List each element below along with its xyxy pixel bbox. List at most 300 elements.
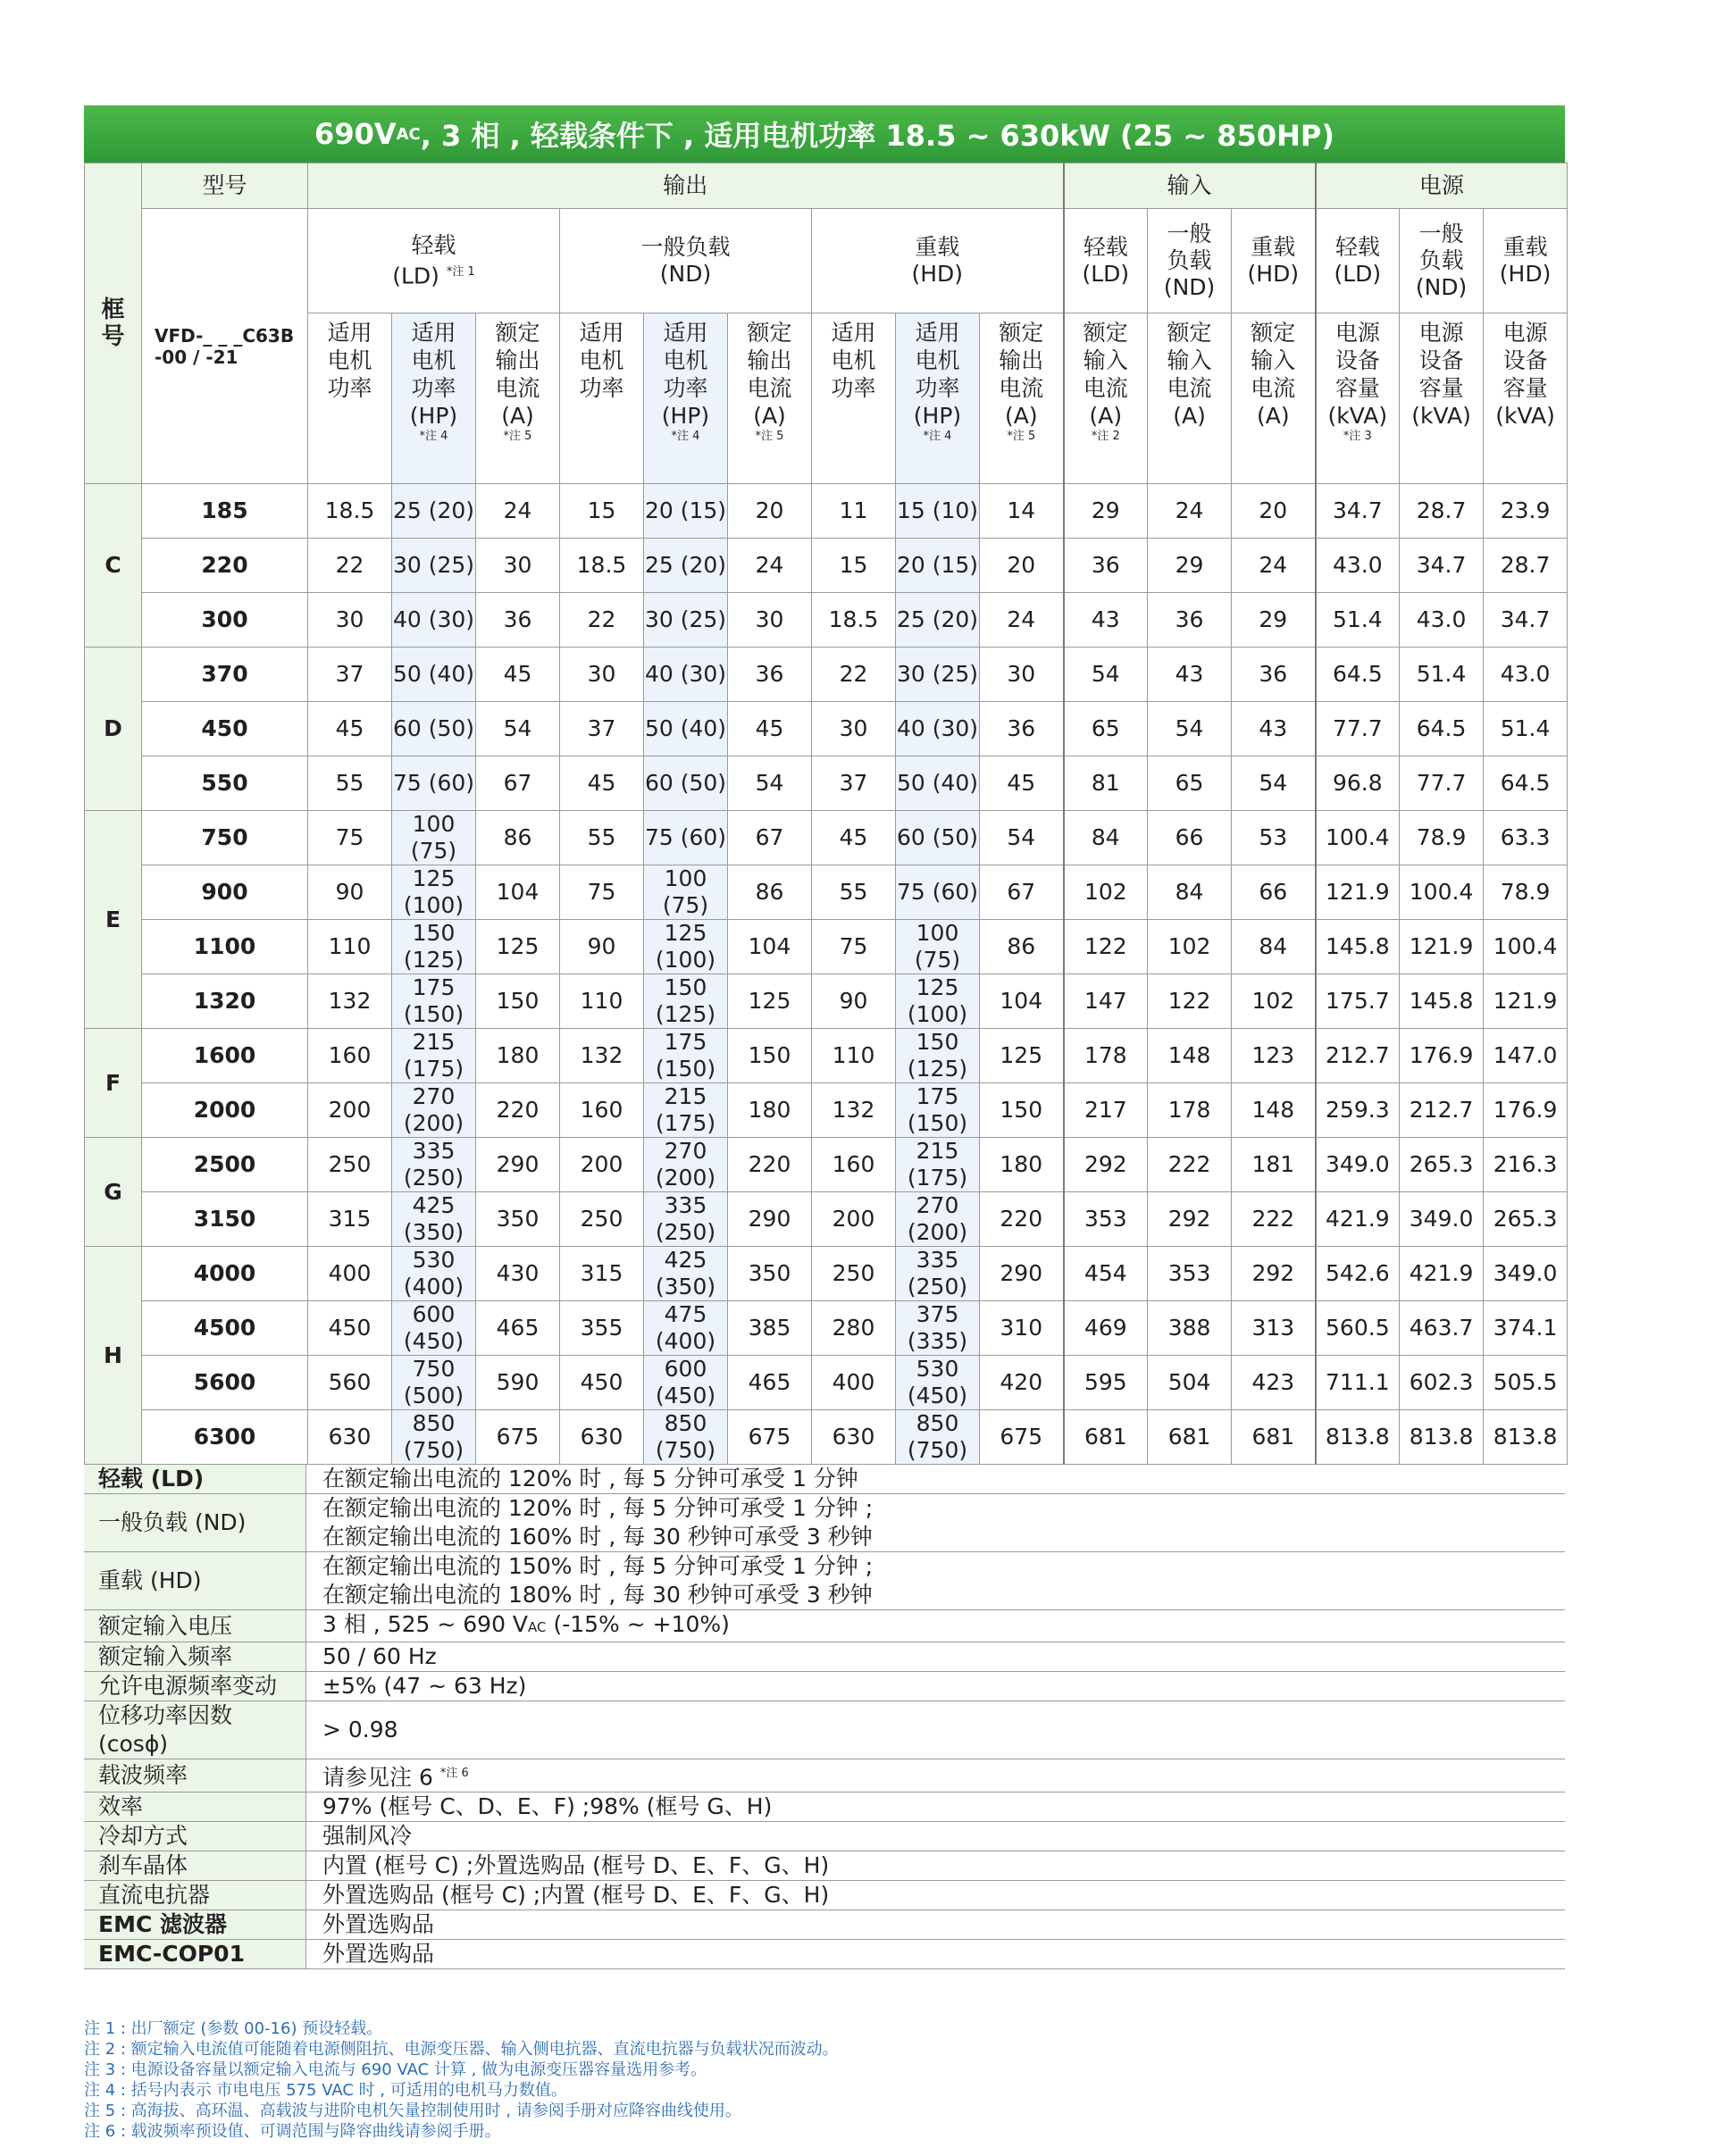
kva-hd-cell: 176.9 xyxy=(1484,1083,1568,1138)
model-cell: 450 xyxy=(142,702,308,756)
frame-cell: D xyxy=(85,648,142,811)
hd-kw-cell: 250 xyxy=(812,1247,896,1301)
kva-nd-cell: 51.4 xyxy=(1400,648,1484,702)
kva-hd-cell: 265.3 xyxy=(1484,1192,1568,1247)
input-ld-cell: 54 xyxy=(1064,648,1148,702)
spec-value: 97% (框号 C、D、E、F) ;98% (框号 G、H) xyxy=(306,1792,1566,1822)
ld-kw-cell: 132 xyxy=(308,974,392,1029)
table-row xyxy=(85,1247,1568,1301)
nd-kw-cell: 250 xyxy=(560,1192,644,1247)
footnote: 注 6 : 载波频率预设值、可调范围与降容曲线请参阅手册。 xyxy=(84,2122,501,2141)
hd-hp-cell: 335 (250) xyxy=(896,1247,980,1301)
kva-ld-cell: 77.7 xyxy=(1316,702,1400,756)
hd-amp-cell: 14 xyxy=(980,484,1064,539)
spec-label: 一般负载 (ND) xyxy=(84,1494,306,1552)
kva-ld-cell: 560.5 xyxy=(1316,1301,1400,1356)
hd-hp-cell: 20 (15) xyxy=(896,539,980,593)
input-ld-cell: 353 xyxy=(1064,1192,1148,1247)
hd-hp-cell: 175 (150) xyxy=(896,1083,980,1138)
table-row xyxy=(85,593,1568,648)
kva-nd-cell: 78.9 xyxy=(1400,811,1484,865)
hd-hp-cell: 50 (40) xyxy=(896,756,980,811)
spec-value: 3 相 , 525 ~ 690 VAC (-15% ~ +10%) xyxy=(306,1610,1566,1642)
spec-label: 直流电抗器 xyxy=(84,1881,306,1910)
table-row xyxy=(85,1083,1568,1138)
input-hd-cell: 84 xyxy=(1232,920,1316,974)
spec-label: 重载 (HD) xyxy=(84,1552,306,1610)
kva-ld-cell: 259.3 xyxy=(1316,1083,1400,1138)
ld-kw-cell: 160 xyxy=(308,1029,392,1083)
input-ld-cell: 122 xyxy=(1064,920,1148,974)
nd-amp-cell: 290 xyxy=(728,1192,812,1247)
kva-hd-cell: 147.0 xyxy=(1484,1029,1568,1083)
ld-amp-cell: 36 xyxy=(476,593,560,648)
hd-hp-cell: 30 (25) xyxy=(896,648,980,702)
kva-nd-cell: 28.7 xyxy=(1400,484,1484,539)
nd-kw-cell: 75 xyxy=(560,865,644,920)
input-current-head: 额定 输入 电流 (A) *注 2 xyxy=(1064,313,1148,484)
input-nd-cell: 353 xyxy=(1148,1247,1232,1301)
input-hd-cell: 123 xyxy=(1232,1029,1316,1083)
hd-amp-cell: 86 xyxy=(980,920,1064,974)
hd-hp-cell: 75 (60) xyxy=(896,865,980,920)
kva-hd-cell: 505.5 xyxy=(1484,1356,1568,1410)
input-hd-cell: 54 xyxy=(1232,756,1316,811)
hd-amp-cell: 45 xyxy=(980,756,1064,811)
input-ld-cell: 217 xyxy=(1064,1083,1148,1138)
ld-hp-cell: 75 (60) xyxy=(392,756,476,811)
spec-label: EMC 滤波器 xyxy=(84,1910,306,1940)
hd-kw-cell: 55 xyxy=(812,865,896,920)
spec-label: 效率 xyxy=(84,1792,306,1822)
hd-amp-cell: 675 xyxy=(980,1410,1064,1465)
spec-label: EMC-COP01 xyxy=(84,1940,306,1969)
model-cell: 5600 xyxy=(142,1356,308,1410)
spec-row xyxy=(84,1552,1565,1610)
frame-header: 框 号 xyxy=(85,163,142,484)
input-nd-cell: 66 xyxy=(1148,811,1232,865)
nd-amp-cell: 180 xyxy=(728,1083,812,1138)
input-hd-cell: 36 xyxy=(1232,648,1316,702)
input-hd-cell: 681 xyxy=(1232,1410,1316,1465)
kva-nd-cell: 145.8 xyxy=(1400,974,1484,1029)
rating-table xyxy=(84,163,1568,1465)
ld-kw-cell: 22 xyxy=(308,539,392,593)
input-nd-cell: 24 xyxy=(1148,484,1232,539)
footnotes xyxy=(84,2018,1565,2142)
input-hd-cell: 24 xyxy=(1232,539,1316,593)
kva-hd-cell: 63.3 xyxy=(1484,811,1568,865)
ld-hp-cell: 150 (125) xyxy=(392,920,476,974)
nd-kw-cell: 450 xyxy=(560,1356,644,1410)
hd-kw-cell: 22 xyxy=(812,648,896,702)
hd-amp-cell: 20 xyxy=(980,539,1064,593)
ld-amp-cell: 290 xyxy=(476,1138,560,1192)
kva-nd-cell: 34.7 xyxy=(1400,539,1484,593)
kva-hd-cell: 216.3 xyxy=(1484,1138,1568,1192)
hd-kw-cell: 400 xyxy=(812,1356,896,1410)
kva-ld-cell: 175.7 xyxy=(1316,974,1400,1029)
table-row xyxy=(85,1138,1568,1192)
table-row xyxy=(85,811,1568,865)
input-ld-cell: 102 xyxy=(1064,865,1148,920)
hd-kw-cell: 30 xyxy=(812,702,896,756)
kva-ld-cell: 711.1 xyxy=(1316,1356,1400,1410)
hd-amp-cell: 54 xyxy=(980,811,1064,865)
nd-hp-cell: 850 (750) xyxy=(644,1410,728,1465)
spec-label: 额定输入频率 xyxy=(84,1642,306,1672)
hd-hp-cell: 125 (100) xyxy=(896,974,980,1029)
kva-nd-cell: 421.9 xyxy=(1400,1247,1484,1301)
kva-ld-cell: 64.5 xyxy=(1316,648,1400,702)
input-hd-cell: 43 xyxy=(1232,702,1316,756)
ld-kw-cell: 450 xyxy=(308,1301,392,1356)
input-hd-cell: 29 xyxy=(1232,593,1316,648)
ld-amp-cell: 86 xyxy=(476,811,560,865)
ld-amp-cell: 45 xyxy=(476,648,560,702)
spec-value: 50 / 60 Hz xyxy=(306,1642,1566,1672)
spec-label: 位移功率因数 (cosϕ) xyxy=(84,1701,306,1759)
spec-value: 外置选购品 xyxy=(306,1910,1566,1940)
spec-row xyxy=(84,1465,1565,1494)
spec-row xyxy=(84,1822,1565,1851)
input-nd-cell: 43 xyxy=(1148,648,1232,702)
hd-amp-cell: 67 xyxy=(980,865,1064,920)
spec-value: > 0.98 xyxy=(306,1701,1566,1759)
hd-hp-cell: 150 (125) xyxy=(896,1029,980,1083)
nd-amp-cell: 45 xyxy=(728,702,812,756)
footnote: 注 5 : 高海拔、高环温、高载波与进阶电机矢量控制使用时 , 请参阅手册对应降容曲线使用。 xyxy=(84,2102,741,2120)
ld-hp-cell: 40 (30) xyxy=(392,593,476,648)
nd-amp-cell: 220 xyxy=(728,1138,812,1192)
model-cell: 1600 xyxy=(142,1029,308,1083)
nd-amp-cell: 24 xyxy=(728,539,812,593)
model-cell: 1320 xyxy=(142,974,308,1029)
kva-hd-cell: 374.1 xyxy=(1484,1301,1568,1356)
table-row xyxy=(85,1410,1568,1465)
input-hd-cell: 181 xyxy=(1232,1138,1316,1192)
kva-hd-cell: 349.0 xyxy=(1484,1247,1568,1301)
nd-amp-cell: 67 xyxy=(728,811,812,865)
hd-kw-cell: 132 xyxy=(812,1083,896,1138)
kw-head: 适用 电机 功率 xyxy=(560,313,644,484)
spec-value: 外置选购品 xyxy=(306,1940,1566,1969)
model-cell: 2500 xyxy=(142,1138,308,1192)
ld-hp-cell: 215 (175) xyxy=(392,1029,476,1083)
input-nd-cell: 388 xyxy=(1148,1301,1232,1356)
spec-row xyxy=(84,1642,1565,1672)
spec-label: 额定输入电压 xyxy=(84,1610,306,1642)
table-row xyxy=(85,1301,1568,1356)
nd-hp-cell: 20 (15) xyxy=(644,484,728,539)
kva-nd-cell: 212.7 xyxy=(1400,1083,1484,1138)
nd-hp-cell: 600 (450) xyxy=(644,1356,728,1410)
hp-head: 适用 电机 功率 (HP) *注 4 xyxy=(896,313,980,484)
nd-hp-cell: 425 (350) xyxy=(644,1247,728,1301)
ld-amp-cell: 67 xyxy=(476,756,560,811)
nd-amp-cell: 20 xyxy=(728,484,812,539)
ld-hp-cell: 60 (50) xyxy=(392,702,476,756)
kva-hd-cell: 64.5 xyxy=(1484,756,1568,811)
spec-label: 刹车晶体 xyxy=(84,1851,306,1881)
input-hd-header: 重载 (HD) xyxy=(1232,209,1316,313)
ld-hp-cell: 750 (500) xyxy=(392,1356,476,1410)
table-row xyxy=(85,756,1568,811)
model-header: 型号 xyxy=(142,163,308,209)
table-row xyxy=(85,484,1568,539)
model-cell: 2000 xyxy=(142,1083,308,1138)
power-hd-header: 重载 (HD) xyxy=(1484,209,1568,313)
ld-hp-cell: 175 (150) xyxy=(392,974,476,1029)
model-cell: 4500 xyxy=(142,1301,308,1356)
kva-nd-cell: 64.5 xyxy=(1400,702,1484,756)
ld-amp-cell: 125 xyxy=(476,920,560,974)
power-header: 电源 xyxy=(1316,163,1568,209)
kw-head: 适用 电机 功率 xyxy=(308,313,392,484)
input-current-head: 额定 输入 电流 (A) xyxy=(1148,313,1232,484)
ld-amp-cell: 150 xyxy=(476,974,560,1029)
input-nd-cell: 54 xyxy=(1148,702,1232,756)
nd-kw-cell: 37 xyxy=(560,702,644,756)
hd-hp-cell: 15 (10) xyxy=(896,484,980,539)
hd-amp-cell: 36 xyxy=(980,702,1064,756)
spec-row xyxy=(84,1792,1565,1822)
ld-kw-cell: 75 xyxy=(308,811,392,865)
kva-nd-cell: 77.7 xyxy=(1400,756,1484,811)
kva-hd-cell: 813.8 xyxy=(1484,1410,1568,1465)
spec-value: ±5% (47 ~ 63 Hz) xyxy=(306,1672,1566,1701)
ld-amp-cell: 104 xyxy=(476,865,560,920)
input-nd-cell: 292 xyxy=(1148,1192,1232,1247)
hd-kw-cell: 37 xyxy=(812,756,896,811)
hd-hp-cell: 60 (50) xyxy=(896,811,980,865)
nd-hp-cell: 125 (100) xyxy=(644,920,728,974)
amp-head: 额定 输出 电流 (A) *注 5 xyxy=(728,313,812,484)
hd-hp-cell: 215 (175) xyxy=(896,1138,980,1192)
hd-hp-cell: 40 (30) xyxy=(896,702,980,756)
kva-nd-cell: 602.3 xyxy=(1400,1356,1484,1410)
input-ld-cell: 292 xyxy=(1064,1138,1148,1192)
input-nd-header: 一般 负载 (ND) xyxy=(1148,209,1232,313)
model-cell: 6300 xyxy=(142,1410,308,1465)
input-ld-cell: 81 xyxy=(1064,756,1148,811)
ld-kw-cell: 630 xyxy=(308,1410,392,1465)
input-nd-cell: 36 xyxy=(1148,593,1232,648)
nd-kw-cell: 200 xyxy=(560,1138,644,1192)
ld-hp-cell: 125 (100) xyxy=(392,865,476,920)
ld-hp-cell: 530 (400) xyxy=(392,1247,476,1301)
hd-kw-cell: 160 xyxy=(812,1138,896,1192)
table-row xyxy=(85,1356,1568,1410)
kva-ld-cell: 121.9 xyxy=(1316,865,1400,920)
ld-kw-cell: 560 xyxy=(308,1356,392,1410)
model-code: VFD-_ _ _C63B -00 / -21 xyxy=(142,209,308,484)
table-row xyxy=(85,920,1568,974)
hd-hp-cell: 375 (335) xyxy=(896,1301,980,1356)
hd-kw-cell: 15 xyxy=(812,539,896,593)
hd-hp-cell: 850 (750) xyxy=(896,1410,980,1465)
input-nd-cell: 222 xyxy=(1148,1138,1232,1192)
input-nd-cell: 84 xyxy=(1148,865,1232,920)
input-ld-cell: 595 xyxy=(1064,1356,1148,1410)
nd-kw-cell: 45 xyxy=(560,756,644,811)
input-hd-cell: 313 xyxy=(1232,1301,1316,1356)
nd-amp-cell: 350 xyxy=(728,1247,812,1301)
ld-hp-cell: 100 (75) xyxy=(392,811,476,865)
model-cell: 4000 xyxy=(142,1247,308,1301)
nd-hp-cell: 215 (175) xyxy=(644,1083,728,1138)
footnote: 注 4 : 括号内表示 市电电压 575 VAC 时 , 可适用的电机马力数值。 xyxy=(84,2081,567,2100)
nd-amp-cell: 36 xyxy=(728,648,812,702)
model-cell: 550 xyxy=(142,756,308,811)
ld-amp-cell: 220 xyxy=(476,1083,560,1138)
model-cell: 1100 xyxy=(142,920,308,974)
kva-hd-cell: 43.0 xyxy=(1484,648,1568,702)
input-hd-cell: 102 xyxy=(1232,974,1316,1029)
input-ld-cell: 469 xyxy=(1064,1301,1148,1356)
model-cell: 750 xyxy=(142,811,308,865)
nd-hp-cell: 50 (40) xyxy=(644,702,728,756)
spec-row xyxy=(84,1610,1565,1642)
input-nd-cell: 504 xyxy=(1148,1356,1232,1410)
kva-ld-cell: 145.8 xyxy=(1316,920,1400,974)
power-ld-header: 轻载 (LD) xyxy=(1316,209,1400,313)
ld-hp-cell: 425 (350) xyxy=(392,1192,476,1247)
nd-amp-cell: 465 xyxy=(728,1356,812,1410)
nd-hp-cell: 40 (30) xyxy=(644,648,728,702)
ld-amp-cell: 24 xyxy=(476,484,560,539)
nd-hp-cell: 30 (25) xyxy=(644,593,728,648)
spec-value: 强制风冷 xyxy=(306,1822,1566,1851)
spec-row xyxy=(84,1851,1565,1881)
ld-hp-cell: 50 (40) xyxy=(392,648,476,702)
nd-kw-cell: 55 xyxy=(560,811,644,865)
nd-group-header: 一般负载 (ND) xyxy=(560,209,812,313)
input-hd-cell: 66 xyxy=(1232,865,1316,920)
ld-hp-cell: 270 (200) xyxy=(392,1083,476,1138)
spec-sheet xyxy=(84,105,1565,1969)
ld-kw-cell: 37 xyxy=(308,648,392,702)
input-ld-cell: 43 xyxy=(1064,593,1148,648)
input-ld-cell: 29 xyxy=(1064,484,1148,539)
ld-kw-cell: 250 xyxy=(308,1138,392,1192)
kva-ld-cell: 813.8 xyxy=(1316,1410,1400,1465)
amp-head: 额定 输出 电流 (A) *注 5 xyxy=(980,313,1064,484)
input-nd-cell: 65 xyxy=(1148,756,1232,811)
kva-hd-cell: 51.4 xyxy=(1484,702,1568,756)
input-nd-cell: 122 xyxy=(1148,974,1232,1029)
spec-value: 在额定输出电流的 120% 时 , 每 5 分钟可承受 1 分钟 xyxy=(306,1465,1566,1494)
hd-amp-cell: 104 xyxy=(980,974,1064,1029)
input-hd-cell: 222 xyxy=(1232,1192,1316,1247)
ld-kw-cell: 30 xyxy=(308,593,392,648)
nd-kw-cell: 15 xyxy=(560,484,644,539)
spec-value: 内置 (框号 C) ;外置选购品 (框号 D、E、F、G、H) xyxy=(306,1851,1566,1881)
nd-amp-cell: 86 xyxy=(728,865,812,920)
input-hd-cell: 423 xyxy=(1232,1356,1316,1410)
nd-kw-cell: 355 xyxy=(560,1301,644,1356)
kva-ld-cell: 43.0 xyxy=(1316,539,1400,593)
table-row xyxy=(85,1029,1568,1083)
hd-kw-cell: 200 xyxy=(812,1192,896,1247)
input-nd-cell: 29 xyxy=(1148,539,1232,593)
input-nd-cell: 102 xyxy=(1148,920,1232,974)
ld-group-header: 轻载 (LD) $^{*注 1}$ xyxy=(308,209,560,313)
kva-ld-cell: 542.6 xyxy=(1316,1247,1400,1301)
model-cell: 220 xyxy=(142,539,308,593)
input-current-head: 额定 输入 电流 (A) xyxy=(1232,313,1316,484)
input-ld-cell: 147 xyxy=(1064,974,1148,1029)
nd-kw-cell: 160 xyxy=(560,1083,644,1138)
nd-amp-cell: 385 xyxy=(728,1301,812,1356)
frame-cell: H xyxy=(85,1247,142,1465)
nd-amp-cell: 150 xyxy=(728,1029,812,1083)
hd-amp-cell: 180 xyxy=(980,1138,1064,1192)
hd-kw-cell: 280 xyxy=(812,1301,896,1356)
ld-kw-cell: 315 xyxy=(308,1192,392,1247)
ld-hp-cell: 25 (20) xyxy=(392,484,476,539)
hd-amp-cell: 150 xyxy=(980,1083,1064,1138)
kva-ld-cell: 96.8 xyxy=(1316,756,1400,811)
hd-hp-cell: 270 (200) xyxy=(896,1192,980,1247)
table-row xyxy=(85,702,1568,756)
nd-amp-cell: 30 xyxy=(728,593,812,648)
ld-amp-cell: 180 xyxy=(476,1029,560,1083)
hd-amp-cell: 24 xyxy=(980,593,1064,648)
frame-cell: E xyxy=(85,811,142,1029)
hd-amp-cell: 220 xyxy=(980,1192,1064,1247)
hp-head: 适用 电机 功率 (HP) *注 4 xyxy=(392,313,476,484)
kva-ld-cell: 34.7 xyxy=(1316,484,1400,539)
ld-kw-cell: 400 xyxy=(308,1247,392,1301)
hd-amp-cell: 310 xyxy=(980,1301,1064,1356)
kva-nd-cell: 100.4 xyxy=(1400,865,1484,920)
kva-nd-cell: 349.0 xyxy=(1400,1192,1484,1247)
hd-kw-cell: 90 xyxy=(812,974,896,1029)
model-cell: 900 xyxy=(142,865,308,920)
spec-row xyxy=(84,1494,1565,1552)
hd-amp-cell: 125 xyxy=(980,1029,1064,1083)
power-nd-header: 一般 负载 (ND) xyxy=(1400,209,1484,313)
spec-row xyxy=(84,1672,1565,1701)
frame-cell: G xyxy=(85,1138,142,1247)
spec-label: 轻载 (LD) xyxy=(84,1465,306,1494)
kva-hd-cell: 34.7 xyxy=(1484,593,1568,648)
kva-hd-cell: 28.7 xyxy=(1484,539,1568,593)
kva-nd-cell: 121.9 xyxy=(1400,920,1484,974)
hd-hp-cell: 25 (20) xyxy=(896,593,980,648)
kva-nd-cell: 265.3 xyxy=(1400,1138,1484,1192)
kva-nd-cell: 813.8 xyxy=(1400,1410,1484,1465)
frame-cell: F xyxy=(85,1029,142,1138)
kva-nd-cell: 463.7 xyxy=(1400,1301,1484,1356)
ld-kw-cell: 110 xyxy=(308,920,392,974)
model-cell: 300 xyxy=(142,593,308,648)
input-ld-cell: 36 xyxy=(1064,539,1148,593)
model-cell: 185 xyxy=(142,484,308,539)
hd-kw-cell: 110 xyxy=(812,1029,896,1083)
ld-hp-cell: 850 (750) xyxy=(392,1410,476,1465)
kva-nd-cell: 43.0 xyxy=(1400,593,1484,648)
nd-kw-cell: 315 xyxy=(560,1247,644,1301)
table-row xyxy=(85,865,1568,920)
table-title: 690V AC , 3 相 , 轻载条件下 , 适用电机功率 18.5 ~ 630kW (25 ~ 850HP) xyxy=(84,105,1565,163)
spec-row xyxy=(84,1881,1565,1910)
ld-hp-cell: 600 (450) xyxy=(392,1301,476,1356)
frame-cell: C xyxy=(85,484,142,648)
hd-group-header: 重载 (HD) xyxy=(812,209,1064,313)
spec-value: 在额定输出电流的 150% 时 , 每 5 分钟可承受 1 分钟 ; 在额定输出电流的 180% 时 , 每 30 秒钟可承受 3 秒钟 xyxy=(306,1552,1566,1610)
